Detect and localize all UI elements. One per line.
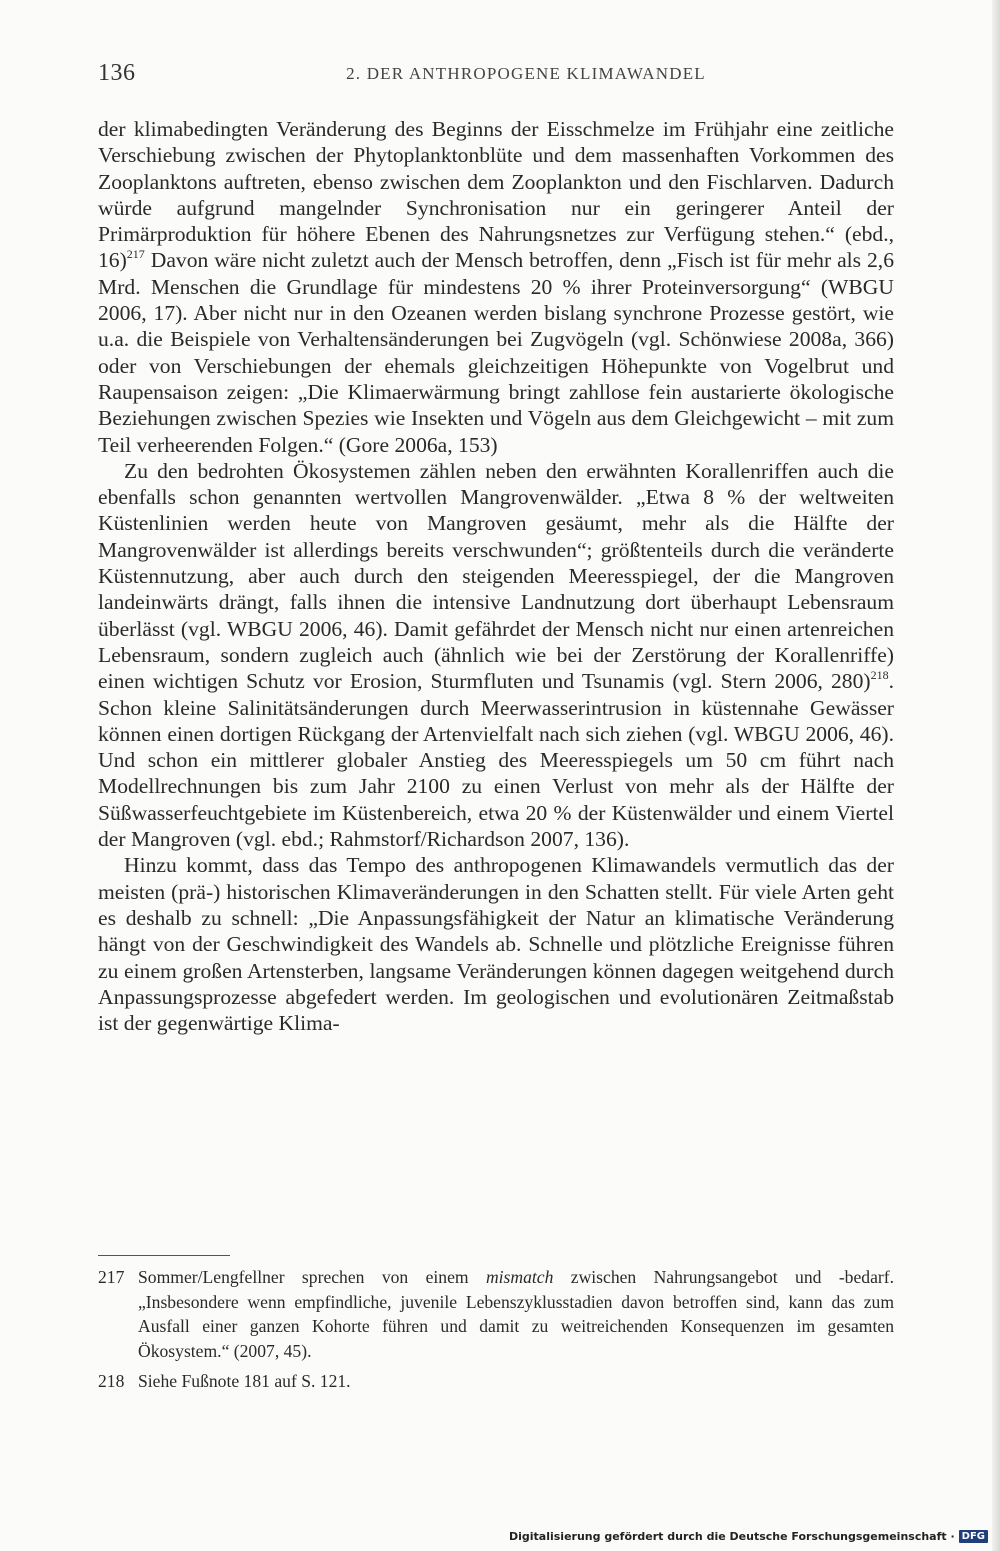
- footnote-text: Siehe Fußnote 181 auf S. 121.: [138, 1371, 351, 1392]
- paragraph-2-text-b: . Schon kleine Salinitätsänderungen durch Meerwasserintrusion in küstennahe Gewässer können einen dortigen Rückgang der Artenvielfalt nach sich ziehen (vgl. WBGU 2006, 46). Und schon ein mittlerer globaler Anstieg des Meeresspiegels um 50 cm führt nach Modellrechnungen bis zum Jahr 2100 zu einen Verlust von mehr als der Hälfte der Süßwasserfeuchtgebiete im Küstenbereich, etwa 20 % der Küstenwälder und einem Viertel der Mangroven (vgl. ebd.; Rahmstorf/Richardson 2007, 136).: [98, 669, 894, 852]
- paragraph-1-text-b: Davon wäre nicht zuletzt auch der Mensch betroffen, denn „Fisch ist für mehr als 2,6 Mrd. Menschen die Grundlage für mindestens 20 % ihrer Proteinversorgung“ (WBGU 2006, 17). Aber nicht nur in den Ozeanen werden bislang synchrone Prozesse gestört, wie u.a. die Beispiele von Verhaltensänderungen bei Zugvögeln (vgl. Schönwiese 2008a, 366) oder von Verschiebungen der ehemals gleichzeitigen Höhepunkte von Vogelbrut und Raupensaison zeigen: „Die Klimaerwärmung bringt zahllose fein austarierte ökologische Beziehungen zwischen Spezies wie Insekten und Vögeln aus dem Gleichgewicht – mit zum Teil verheerenden Folgen.“ (Gore 2006a, 153): [98, 248, 894, 457]
- footnote-text: zwischen Nahrungsangebot und -bedarf. „Insbesondere wenn empfindliche, juvenile Lebenszyklusstadien davon betroffen sind, kann das zum Ausfall einer ganzen Kohorte führen und damit zu weitreichenden Konsequenzen im gesamten Ökosystem.“ (2007, 45).: [138, 1267, 895, 1361]
- page-number: 136: [98, 60, 136, 86]
- page-header: [98, 60, 894, 96]
- paragraph-2: [98, 458, 894, 852]
- footnote-number: 217: [98, 1267, 125, 1287]
- footnote-218: [98, 1369, 894, 1394]
- footnote-italic-term: mismatch: [485, 1267, 554, 1287]
- paragraph-1-text-a: der klimabedingten Veränderung des Beginns der Eisschmelze im Frühjahr eine zeitliche Verschiebung zwischen der Phytoplanktonblüte und dem massenhaften Vorkommen des Zooplanktons auftreten, ebenso zwischen dem Zooplankton und den Fischlarven. Dadurch würde aufgrund mangelnder Synchronisation nur ein geringerer Anteil der Primärproduktion für höhere Ebenen des Nahrungsnetzes zur Verfügung stehen.“ (ebd., 16): [98, 117, 894, 273]
- footnote-number: 218: [98, 1371, 125, 1392]
- dfg-logo: DFG: [959, 1530, 988, 1543]
- running-head: 2. DER ANTHROPOGENE KLIMAWANDEL: [346, 64, 706, 83]
- digitization-credit: [509, 1530, 988, 1543]
- footnote-divider: [98, 1255, 230, 1256]
- page-edge-shadow: [992, 0, 1000, 1551]
- footnotes: [98, 1265, 894, 1400]
- footnote-ref-217[interactable]: 217: [126, 247, 145, 262]
- footnote-ref-218[interactable]: 218: [870, 668, 889, 683]
- credit-text: Digitalisierung gefördert durch die Deutsche Forschungsgemeinschaft ·: [508, 1530, 955, 1543]
- paragraph-1: [98, 116, 894, 458]
- footnote-text: Sommer/Lengfellner sprechen von einem: [138, 1267, 486, 1287]
- paragraph-3: Hinzu kommt, dass das Tempo des anthropogenen Klimawandels vermutlich das der meisten (prä-) historischen Klimaveränderungen in den Schatten stellt. Für viele Arten geht es deshalb zu schnell: „Die Anpassungsfähigkeit der Natur an klimatische Veränderung hängt von der Geschwindigkeit des Wandels ab. Schnelle und plötzliche Ereignisse führen zu einem großen Artensterben, langsame Veränderungen können dagegen weitgehend durch Anpassungsprozesse abgefedert werden. Im geologischen und evolutionären Zeitmaßstab ist der gegenwärtige Klima-: [98, 853, 894, 1036]
- paragraph-2-text-a: Zu den bedrohten Ökosystemen zählen neben den erwähnten Korallenriffen auch die ebenfalls schon genannten wertvollen Mangrovenwälder. „Etwa 8 % der weltweiten Küstenlinien werden heute von Mangroven gesäumt, mehr als die Hälfte der Mangrovenwälder ist allerdings bereits verschwunden“; größtenteils durch die veränderte Küstennutzung, aber auch durch den steigenden Meeresspiegel, der die Mangroven landeinwärts drängt, falls ihnen die intensive Landnutzung dort überhaupt Lebensraum überlässt (vgl. WBGU 2006, 46). Damit gefährdet der Mensch nicht nur einen artenreichen Lebensraum, sondern zugleich auch (ähnlich wie bei der Zerstörung der Korallenriffe) einen wichtigen Schutz vor Erosion, Sturmfluten und Tsunamis (vgl. Stern 2006, 280): [98, 458, 894, 694]
- body-text: [98, 116, 894, 1036]
- footnote-217: [98, 1265, 894, 1363]
